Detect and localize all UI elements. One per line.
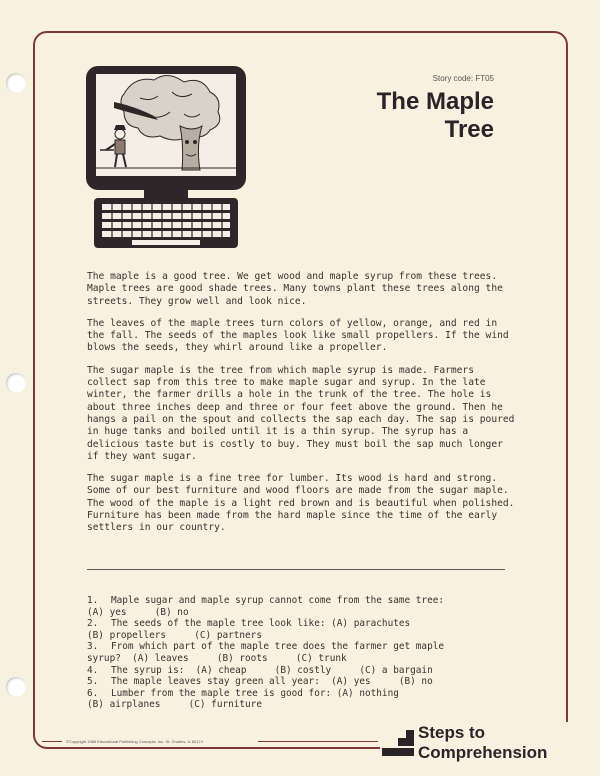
question-options: (B) airplanes (C) furniture [87, 699, 262, 711]
footer-rule-left [42, 741, 62, 742]
question-options: (B) propellers (C) partners [87, 629, 262, 641]
binder-hole-bottom [6, 677, 26, 697]
brand-name [418, 723, 547, 763]
binder-hole-top [6, 73, 26, 93]
footer-rule-right [258, 741, 378, 742]
tree-trunk [180, 126, 202, 170]
binder-hole-middle [6, 373, 26, 393]
copyright-notice: ©Copyright 1986 Educational Publishing Concepts, Inc. St. Charles, IL 60174 [66, 739, 203, 744]
question-number: 3. [87, 641, 99, 653]
question-3 [87, 641, 487, 664]
question-number: 4. [87, 664, 99, 676]
question-text: Maple sugar and maple syrup cannot come from the same tree: [111, 595, 445, 606]
story-paragraph-4: The sugar maple is a fine tree for lumber. Its wood is hard and strong. Some of our best furniture and wood floors are made from the sugar maple. The wood of the maple is a light red brown and is beautiful when polished. Furniture has been made from the hard maple since the time of the early settlers in our country. [87, 473, 515, 534]
question-number: 5. [87, 676, 99, 688]
brand-logo [380, 722, 570, 766]
question-text: The maple leaves stay green all year: (A) yes (B) no [111, 676, 433, 688]
question-text: The seeds of the maple tree look like: (A) parachutes [111, 618, 411, 630]
question-number: 6. [87, 687, 99, 699]
question-number: 1. [87, 595, 99, 606]
question-options: syrup? (A) leaves (B) roots (C) trunk [87, 652, 347, 664]
question-1 [87, 595, 487, 618]
brand-line-1: Steps to [418, 723, 486, 742]
question-2 [87, 618, 487, 641]
story-paragraph-3: The sugar maple is the tree from which maple syrup is made. Farmers collect sap from this tree to make maple sugar and syrup. In the late winter, the farmer drills a hole in the trunk of the tree. The hole is about three inches deep and three or four feet above the ground. Then he hangs a pail on the spout and collects the sap each day. The sap is poured in huge tanks and boiled until it is a thin syrup. The syrup has a delicious taste but is costly to buy. They must boil the sap much longer if they want sugar. [87, 364, 515, 462]
steps-blocks-icon [380, 726, 416, 762]
story-code: Story code: FT05 [432, 74, 494, 83]
title-line-1: The Maple [376, 88, 494, 115]
story-paragraph-2: The leaves of the maple trees turn colors of yellow, orange, and red in the fall. The seeds of the maples look like small propellers. If the wind blows the seeds, they whirl around like a propeller. [87, 317, 509, 354]
question-text: From which part of the maple tree does the farmer get maple [111, 641, 445, 653]
question-options: (A) yes (B) no [87, 606, 189, 618]
question-list [87, 595, 487, 711]
story-paragraph-1: The maple is a good tree. We get wood and maple syrup from these trees. Maple trees are good shade trees. Many towns plant these trees along the streets. They grow well and look nice. [87, 271, 503, 307]
page-title [377, 88, 494, 144]
question-4 [87, 665, 487, 677]
question-text: Lumber from the maple tree is good for: (A) nothing [111, 687, 399, 699]
question-5 [87, 676, 487, 688]
title-line-2: Tree [444, 116, 494, 143]
question-text: The syrup is: (A) cheap (B) costly (C) a bargain [111, 664, 433, 676]
computer-with-tree-illustration [84, 64, 248, 250]
section-divider [87, 569, 505, 570]
question-number: 2. [87, 618, 99, 630]
brand-line-2: Comprehension [418, 743, 548, 762]
story-text [87, 271, 517, 545]
question-6 [87, 688, 487, 711]
